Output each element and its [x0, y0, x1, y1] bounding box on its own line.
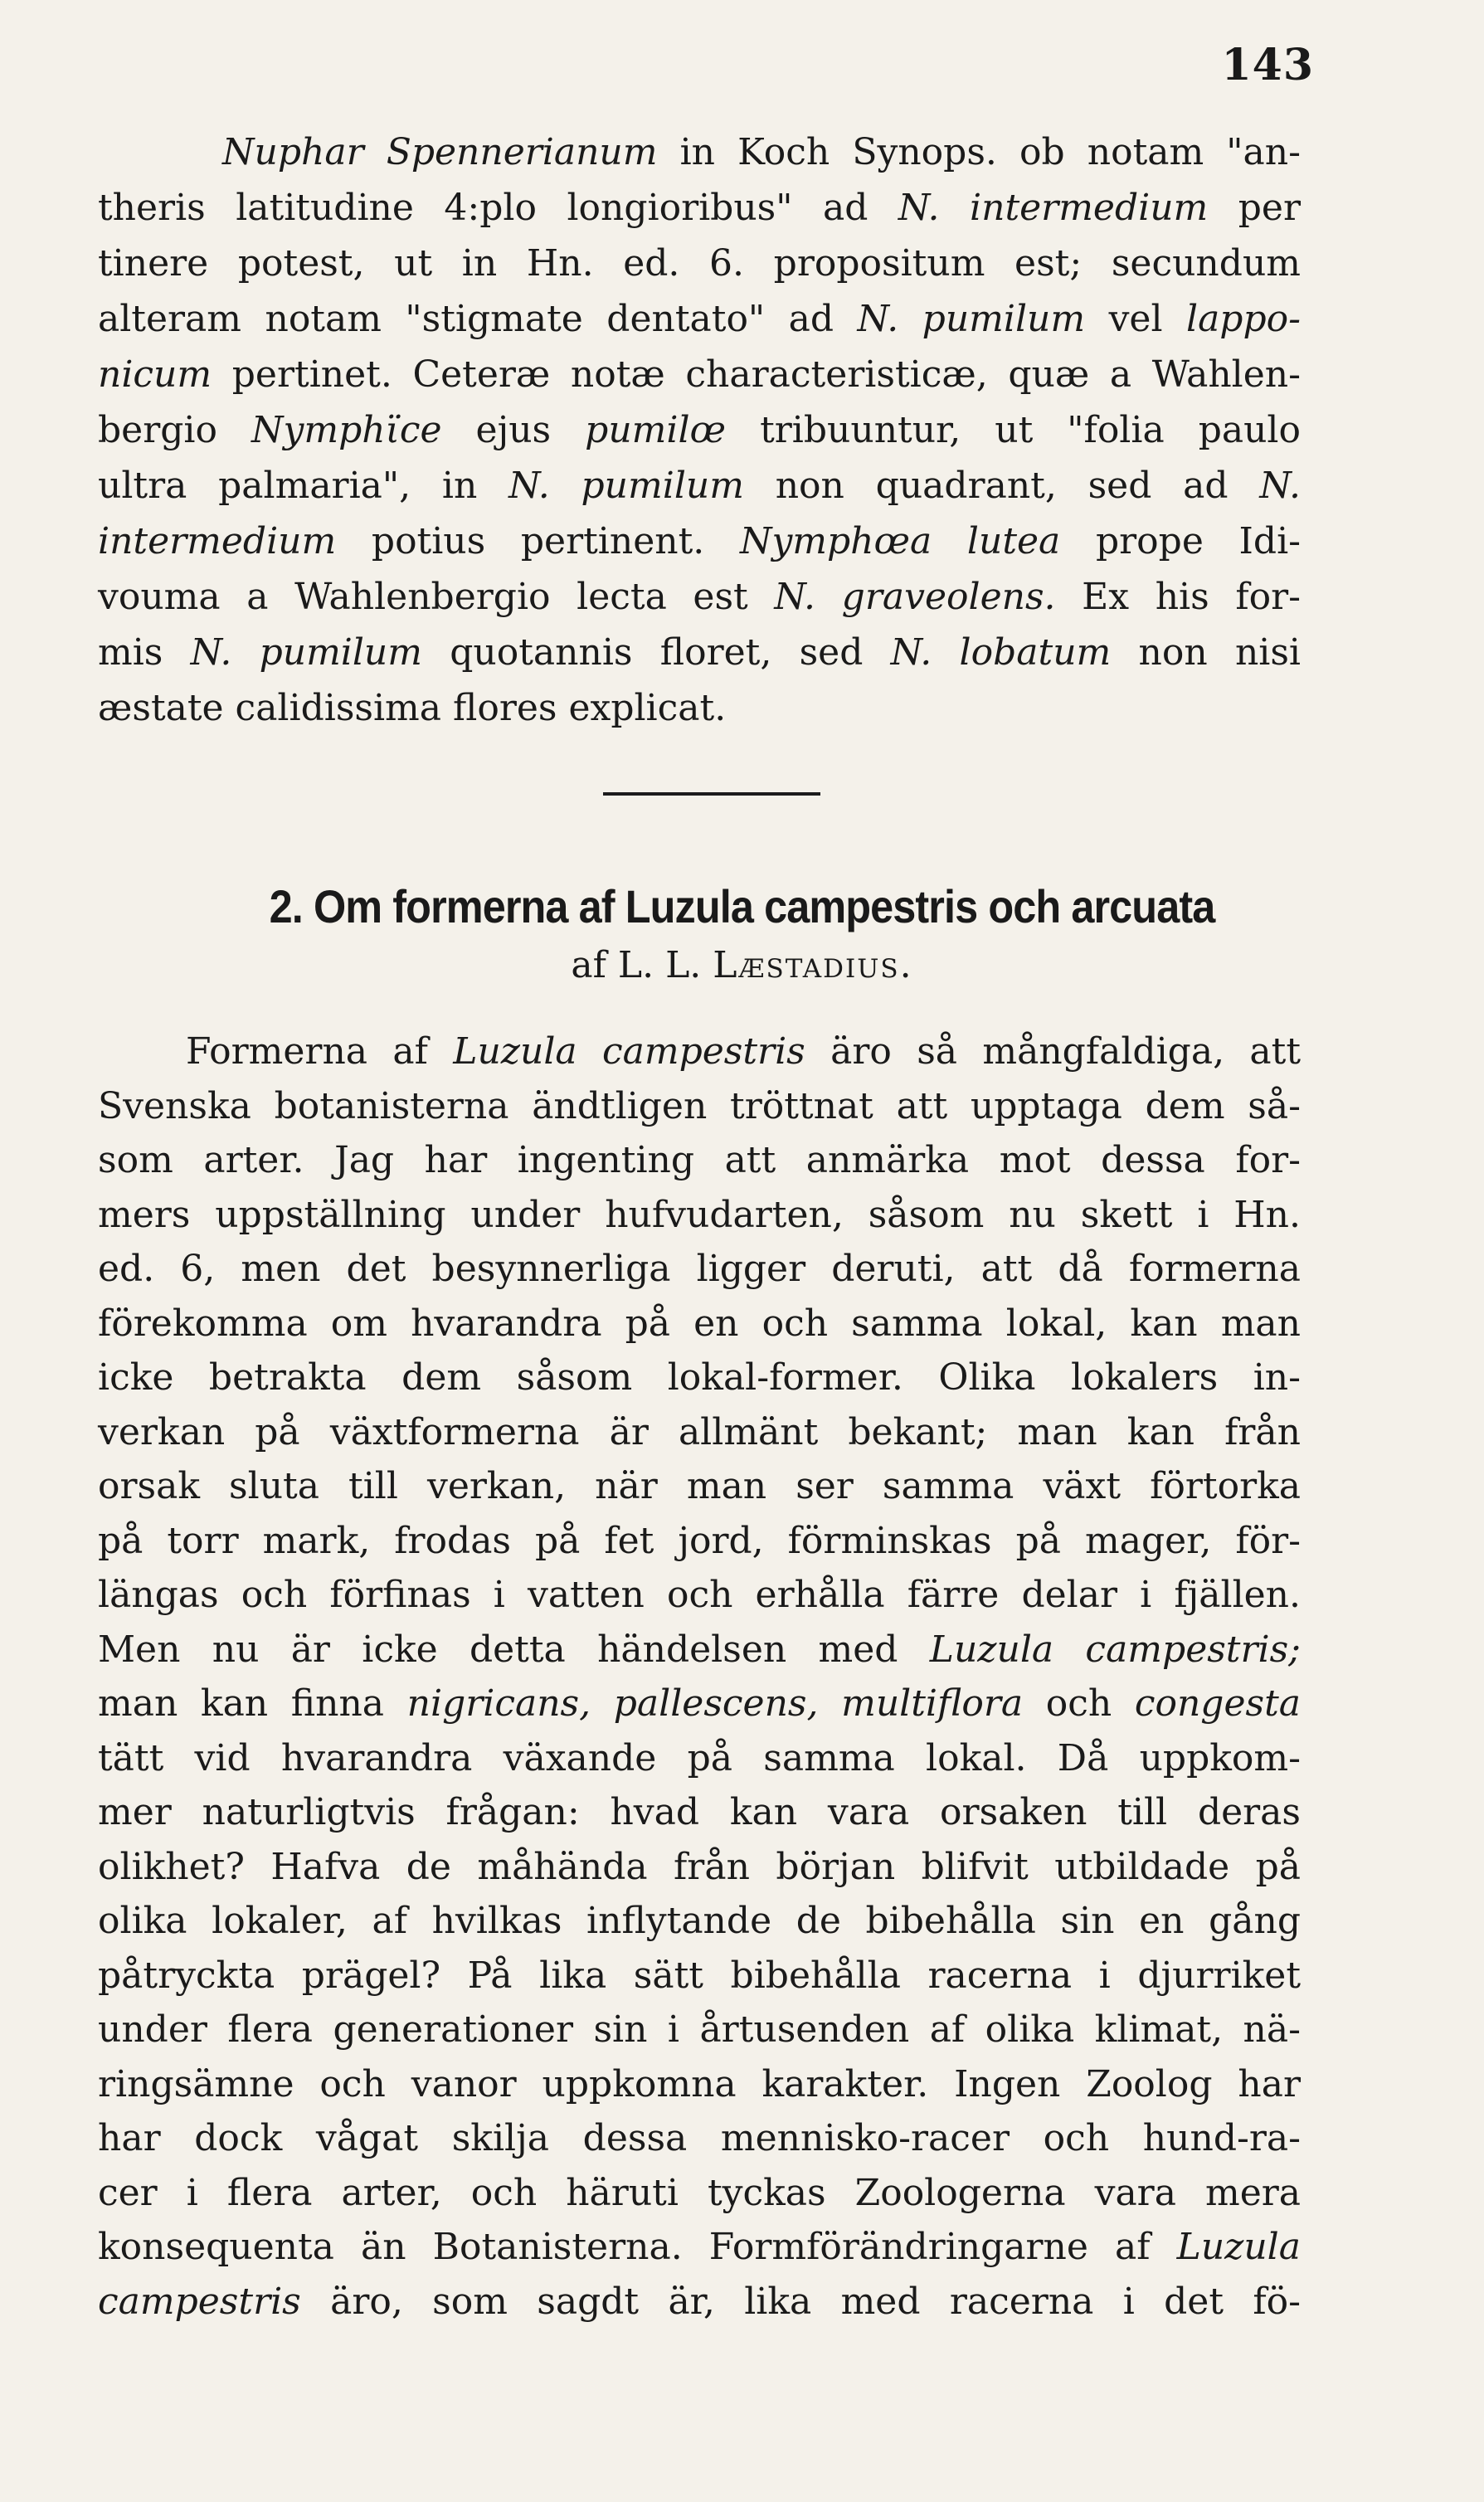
- text-line: [98, 2003, 1301, 2057]
- text-run: æstate calidissima flores explicat.: [98, 687, 727, 729]
- text-line: [98, 1568, 1301, 1623]
- text-run: orsak sluta till verkan, när man ser samma växt förtorka: [98, 1465, 1301, 1507]
- text-line: [98, 1623, 1301, 1677]
- text-run: Svenska botanisterna ändtligen tröttnat att upptaga dem så-: [98, 1084, 1301, 1127]
- text-run: mis: [98, 631, 191, 674]
- text-run: in Koch Synops. ob notam "an-: [657, 131, 1301, 173]
- paragraph-nuphar: [98, 124, 1301, 736]
- text-line: [98, 625, 1301, 680]
- text-run: cer i flera arter, och häruti tyckas Zoologerna vara mera: [98, 2171, 1301, 2214]
- text-line: [98, 1514, 1301, 1569]
- italic-text: lappo-: [1186, 298, 1301, 340]
- text-line: [98, 2220, 1301, 2275]
- text-run: mer naturligtvis frågan: hvad kan vara orsaken till deras: [98, 1791, 1301, 1833]
- text-line: [98, 1297, 1301, 1351]
- italic-text: N. lobatum: [890, 631, 1112, 674]
- text-run: pertinet. Ceteræ notæ characteristicæ, quæ a Wahlen-: [212, 353, 1301, 396]
- text-run: ringsämne och vanor uppkomna karakter. Ingen Zoolog har: [98, 2062, 1301, 2105]
- text-run: under flera generationer sin i årtusenden af olika klimat, nä-: [98, 2008, 1301, 2051]
- section-heading: 2. Om formerna af Luzula campestris och arcuata: [269, 880, 1215, 932]
- text-run: påtryckta prägel? På lika sätt bibehålla racerna i djurriket: [98, 1954, 1301, 1997]
- italic-text: pumilœ: [585, 409, 727, 451]
- italic-text: nigricans, pallescens, multiflora: [406, 1682, 1024, 1725]
- text-line: [98, 1133, 1301, 1188]
- text-line: [98, 236, 1301, 291]
- italic-text: Luzula: [1176, 2226, 1301, 2268]
- italic-text: intermedium: [98, 520, 337, 562]
- text-run: icke betrakta dem såsom lokal-former. Olika lokalers in-: [98, 1356, 1301, 1399]
- text-run: ejus: [441, 409, 586, 451]
- text-run: och: [1023, 1682, 1135, 1725]
- italic-text: N.: [1259, 465, 1301, 507]
- text-run: äro så mångfaldiga, att: [805, 1030, 1302, 1073]
- text-run: Formerna af: [186, 1030, 454, 1073]
- paragraph-luzula: [98, 1025, 1301, 2329]
- text-line: [98, 1731, 1301, 1786]
- section-divider: [603, 792, 820, 796]
- text-run: verkan på växtformerna är allmänt bekant; man kan från: [98, 1410, 1301, 1453]
- text-run: Ex his for-: [1055, 576, 1301, 618]
- text-line: [98, 1459, 1301, 1514]
- text-run: quotannis floret, sed: [422, 631, 891, 674]
- text-run: theris latitudine 4:plo longioribus" ad: [98, 187, 898, 229]
- text-line: [98, 180, 1301, 236]
- text-run: prope Idi-: [1060, 520, 1302, 562]
- italic-text: Nymphϊce: [251, 409, 442, 451]
- text-run: som arter. Jag har ingenting att anmärka mot dessa for-: [98, 1139, 1301, 1181]
- text-line: [98, 1079, 1301, 1134]
- text-line: [98, 124, 1301, 180]
- text-run: man kan finna: [98, 1682, 407, 1725]
- text-line: [98, 1351, 1301, 1405]
- text-run: vel: [1085, 298, 1186, 340]
- text-run: non quadrant, sed ad: [743, 465, 1260, 507]
- text-line: [98, 291, 1301, 347]
- text-run: på torr mark, frodas på fet jord, förminskas på mager, för-: [98, 1519, 1301, 1562]
- italic-text: Nymphœa lutea: [739, 520, 1061, 562]
- text-run: Men nu är icke detta händelsen med: [98, 1628, 930, 1671]
- italic-text: N. pumilum: [857, 298, 1086, 340]
- italic-text: N. intermedium: [898, 187, 1209, 229]
- text-run: non nisi: [1111, 631, 1302, 674]
- text-line: [98, 2111, 1301, 2166]
- text-run: bergio: [98, 409, 251, 451]
- italic-text: congesta: [1134, 1682, 1301, 1725]
- text-line: [98, 2166, 1301, 2221]
- text-run: ultra palmaria", in: [98, 465, 509, 507]
- text-line: [98, 1949, 1301, 2003]
- author-line: [0, 944, 1484, 986]
- text-run: potius pertinent.: [336, 520, 740, 562]
- italic-text: N. graveolens.: [774, 576, 1056, 618]
- text-line: [98, 1188, 1301, 1243]
- italic-text: N. pumilum: [508, 465, 744, 507]
- italic-text: Luzula campestris;: [929, 1628, 1302, 1671]
- text-line: [98, 1677, 1301, 1731]
- text-run: tätt vid hvarandra växande på samma lokal. Då uppkom-: [98, 1736, 1301, 1779]
- italic-text: nicum: [98, 353, 212, 396]
- text-line: [98, 1405, 1301, 1460]
- text-run: äro, som sagdt är, lika med racerna i det fö-: [300, 2280, 1301, 2323]
- text-line: [98, 569, 1301, 625]
- text-run: per: [1208, 187, 1301, 229]
- page-number: 143: [1221, 40, 1314, 90]
- text-run: ed. 6, men det besynnerliga ligger deruti, att då formerna: [98, 1248, 1301, 1290]
- text-line: [98, 402, 1301, 458]
- text-line: [98, 1840, 1301, 1895]
- text-run: alteram notam "stigmate dentato" ad: [98, 298, 858, 340]
- italic-text: Luzula campestris: [453, 1030, 805, 1073]
- text-line: [98, 2275, 1301, 2329]
- text-line: [98, 680, 1301, 736]
- text-run: tinere potest, ut in Hn. ed. 6. propositum est; secundum: [98, 242, 1301, 285]
- text-line: [98, 2057, 1301, 2112]
- text-line: [98, 1894, 1301, 1949]
- text-run: mers uppställning under hufvudarten, såsom nu skett i Hn.: [98, 1193, 1301, 1236]
- text-run: vouma a Wahlenbergio lecta est: [98, 576, 775, 618]
- text-run: förekomma om hvarandra på en och samma lokal, kan man: [98, 1302, 1301, 1345]
- text-run: längas och förfinas i vatten och erhålla färre delar i fjällen.: [98, 1574, 1301, 1616]
- text-line: [98, 458, 1301, 514]
- text-run: olika lokaler, af hvilkas inflytande de bibehålla sin en gång: [98, 1900, 1301, 1942]
- text-line: [98, 1785, 1301, 1840]
- italic-text: N. pumilum: [190, 631, 422, 674]
- text-line: [98, 347, 1301, 402]
- italic-text: campestris: [98, 2280, 301, 2323]
- text-run: olikhet? Hafva de måhända från början blifvit utbildade på: [98, 1845, 1301, 1888]
- italic-text: Nuphar Spennerianum: [222, 131, 658, 173]
- text-run: konsequenta än Botanisterna. Formförändringarne af: [98, 2226, 1177, 2268]
- text-line: [98, 1025, 1301, 1079]
- text-run: tribuuntur, ut "folia paulo: [726, 409, 1301, 451]
- text-line: [98, 1242, 1301, 1297]
- author-name: Læstadius.: [713, 944, 913, 986]
- text-line: [98, 514, 1301, 569]
- author-prefix: af L. L.: [571, 944, 713, 986]
- text-run: har dock vågat skilja dessa mennisko-racer och hund-ra-: [98, 2117, 1301, 2159]
